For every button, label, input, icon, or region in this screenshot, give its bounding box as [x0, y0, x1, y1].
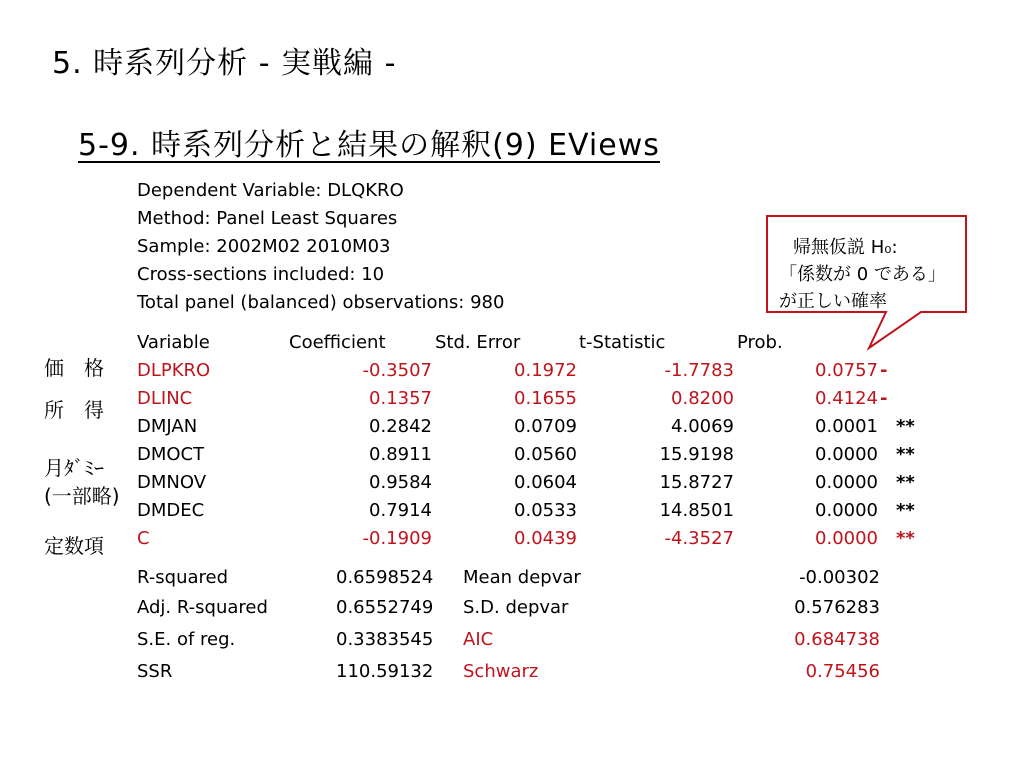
cell-t: 15.9198: [659, 444, 734, 465]
cell-variable: DLINC: [137, 388, 193, 409]
cell-variable: DMNOV: [137, 472, 207, 493]
significance-mark: **: [896, 472, 915, 493]
cell-prob: 0.0000: [815, 444, 878, 465]
cell-variable: DMDEC: [137, 500, 205, 521]
column-header-coefficient: Coefficient: [289, 332, 386, 353]
significance-mark: **: [896, 528, 915, 549]
cell-se: 0.0709: [514, 416, 577, 437]
stat-label2: AIC: [463, 629, 494, 650]
cell-prob: 0.0000: [815, 528, 878, 549]
method-line: Method: Panel Least Squares: [137, 208, 398, 229]
stat-value2: -0.00302: [799, 567, 880, 588]
cell-variable: DLPKRO: [137, 360, 211, 381]
cell-variable: DMOCT: [137, 444, 205, 465]
cell-se: 0.0439: [514, 528, 577, 549]
side-label-dummy-note: (一部略): [44, 484, 120, 508]
stat-value: 0.6598524: [336, 567, 434, 588]
cell-prob: 0.0001: [815, 416, 878, 437]
cell-t: 4.0069: [671, 416, 734, 437]
cell-t: -1.7783: [664, 360, 734, 381]
sample-line: Sample: 2002M02 2010M03: [137, 236, 391, 257]
side-label-income: 所 得: [44, 398, 104, 422]
column-header-variable: Variable: [137, 332, 210, 353]
significance-mark: -: [880, 388, 888, 409]
cell-t: 15.8727: [659, 472, 734, 493]
stat-label2: S.D. depvar: [463, 597, 569, 618]
dependent-variable-line: Dependent Variable: DLQKRO: [137, 180, 404, 201]
cell-se: 0.0533: [514, 500, 577, 521]
significance-mark: **: [896, 500, 915, 521]
stat-value2: 0.684738: [794, 629, 880, 650]
cell-prob: 0.4124: [815, 388, 878, 409]
cross-sections-line: Cross-sections included: 10: [137, 264, 385, 285]
cell-coef: 0.1357: [369, 388, 432, 409]
cell-t: 14.8501: [659, 500, 734, 521]
stat-label: R-squared: [137, 567, 229, 588]
slide-title: 5. 時系列分析 - 実戦編 -: [52, 46, 397, 81]
stat-label: SSR: [137, 661, 173, 682]
column-header-std-error: Std. Error: [435, 332, 521, 353]
cell-coef: 0.8911: [369, 444, 432, 465]
callout-line-2: 「係数が 0 である」: [779, 264, 946, 285]
stat-label2: Mean depvar: [463, 567, 581, 588]
significance-mark: **: [896, 444, 915, 465]
callout-line-3: が正しい確率: [779, 291, 887, 312]
stat-label2: Schwarz: [463, 661, 539, 682]
cell-prob: 0.0757: [815, 360, 878, 381]
cell-t: -4.3527: [664, 528, 734, 549]
column-header-t-statistic: t-Statistic: [579, 332, 666, 353]
cell-se: 0.0560: [514, 444, 577, 465]
side-label-constant: 定数項: [44, 534, 104, 558]
stat-value2: 0.75456: [805, 661, 880, 682]
observations-line: Total panel (balanced) observations: 980: [137, 292, 505, 313]
stat-value: 0.6552749: [336, 597, 434, 618]
cell-variable: C: [137, 528, 150, 549]
cell-coef: 0.7914: [369, 500, 432, 521]
cell-se: 0.1655: [514, 388, 577, 409]
side-label-dummy: 月ﾀﾞﾐｰ: [44, 456, 104, 480]
stat-label: S.E. of reg.: [137, 629, 236, 650]
stat-value: 0.3383545: [336, 629, 434, 650]
stat-label: Adj. R-squared: [137, 597, 268, 618]
cell-prob: 0.0000: [815, 472, 878, 493]
significance-mark: **: [896, 416, 915, 437]
callout-line-1: 帰無仮説 H₀:: [793, 237, 898, 258]
side-label-price: 価 格: [44, 356, 104, 380]
stat-value2: 0.576283: [794, 597, 880, 618]
cell-se: 0.1972: [514, 360, 577, 381]
cell-variable: DMJAN: [137, 416, 198, 437]
cell-coef: -0.1909: [362, 528, 432, 549]
cell-coef: 0.2842: [369, 416, 432, 437]
column-header-prob: Prob.: [737, 332, 783, 353]
significance-mark: -: [880, 360, 888, 381]
cell-se: 0.0604: [514, 472, 577, 493]
cell-coef: 0.9584: [369, 472, 432, 493]
cell-coef: -0.3507: [362, 360, 432, 381]
stat-value: 110.59132: [336, 661, 434, 682]
cell-prob: 0.0000: [815, 500, 878, 521]
cell-t: 0.8200: [671, 388, 734, 409]
slide-subtitle: 5-9. 時系列分析と結果の解釈(9) EViews: [78, 128, 660, 163]
